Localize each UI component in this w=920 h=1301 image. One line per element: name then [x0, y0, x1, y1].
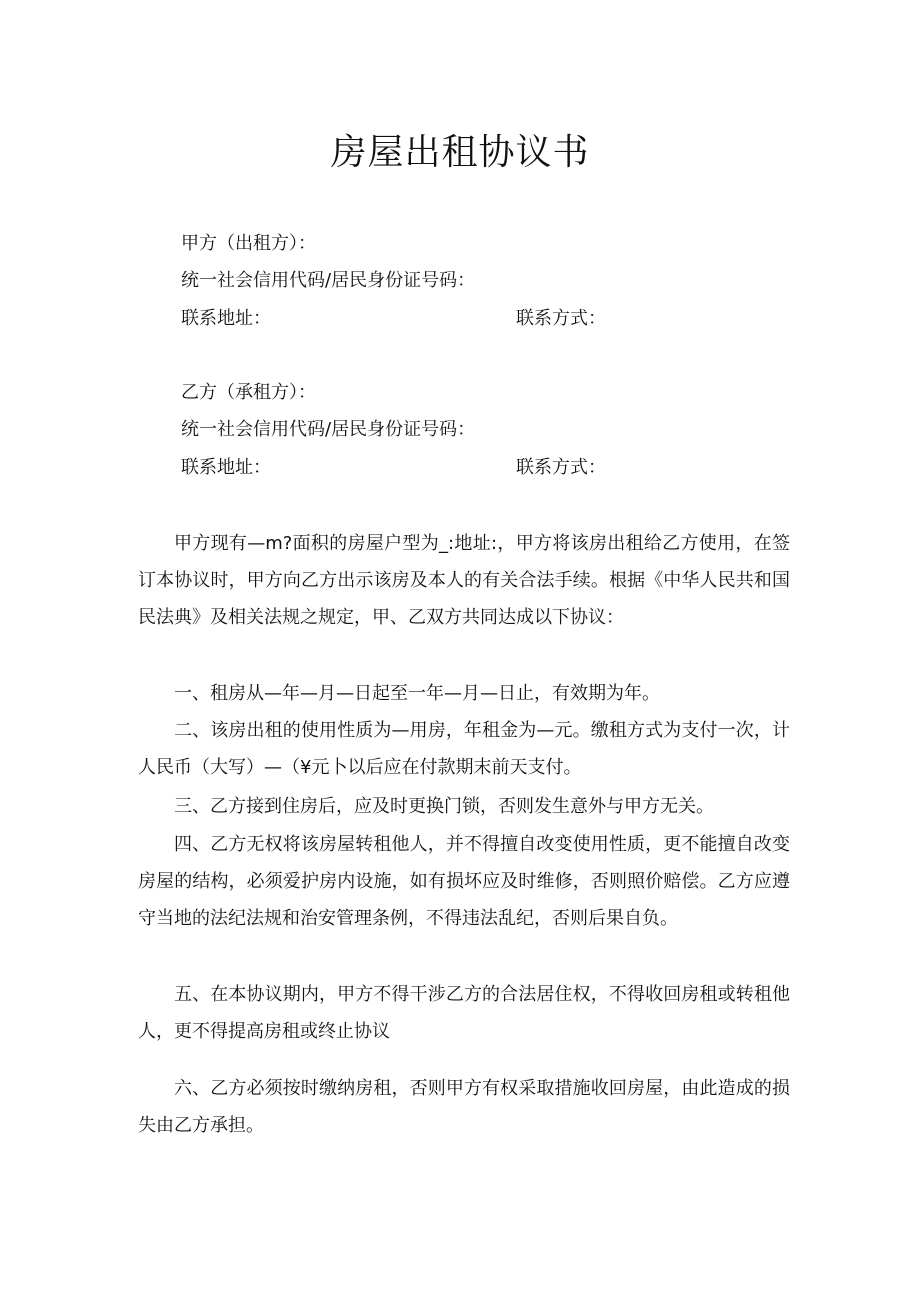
intro-paragraph: 甲方现有—m?面积的房屋户型为_:地址:，甲方将该房出租给乙方使用，在签订本协议时，甲方向乙方出示该房及本人的有关合法手续。根据《中华人民共和国民法典》及相关法规之规定，甲、乙双方共同达成以下协议： — [138, 533, 790, 628]
party-b-label: 乙方（承租方）： — [181, 382, 316, 403]
clause-3: 三、乙方接到住房后，应及时更换门锁，否则发生意外与甲方无关。 — [174, 796, 714, 817]
party-b-id-label: 统一社会信用代码/居民身份证号码： — [181, 419, 476, 440]
party-a-id-label: 统一社会信用代码/居民身份证号码： — [181, 270, 476, 291]
party-b-contact-label: 联系方式： — [516, 457, 606, 478]
clause-4: 四、乙方无权将该房屋转租他人，并不得擅自改变使用性质，更不能擅自改变房屋的结构，必须爱护房内设施，如有损坏应及时维修，否则照价赔偿。乙方应遵守当地的法纪法规和治安管理条例，不得违法乱纪，否则后果自负。 — [138, 834, 790, 929]
clause-1: 一、租房从—年—月—日起至一年—月—日止，有效期为年。 — [174, 683, 660, 704]
clause-2: 二、该房出租的使用性质为—用房，年租金为—元。缴租方式为支付一次，计人民币（大写）—（¥元卜以后应在付款期末前天支付。 — [138, 720, 790, 778]
document-title: 房屋出租协议书 — [330, 132, 590, 173]
party-a-contact-label: 联系方式： — [516, 308, 606, 329]
clause-6: 六、乙方必须按时缴纳房租，否则甲方有权采取措施收回房屋，由此造成的损失由乙方承担。 — [138, 1078, 790, 1136]
clause-5: 五、在本协议期内，甲方不得干涉乙方的合法居住权，不得收回房租或转租他人，更不得提高房租或终止协议 — [138, 984, 790, 1042]
party-a-address-label: 联系地址： — [181, 308, 271, 329]
party-a-label: 甲方（出租方）： — [181, 233, 316, 254]
party-b-address-label: 联系地址： — [181, 457, 271, 478]
